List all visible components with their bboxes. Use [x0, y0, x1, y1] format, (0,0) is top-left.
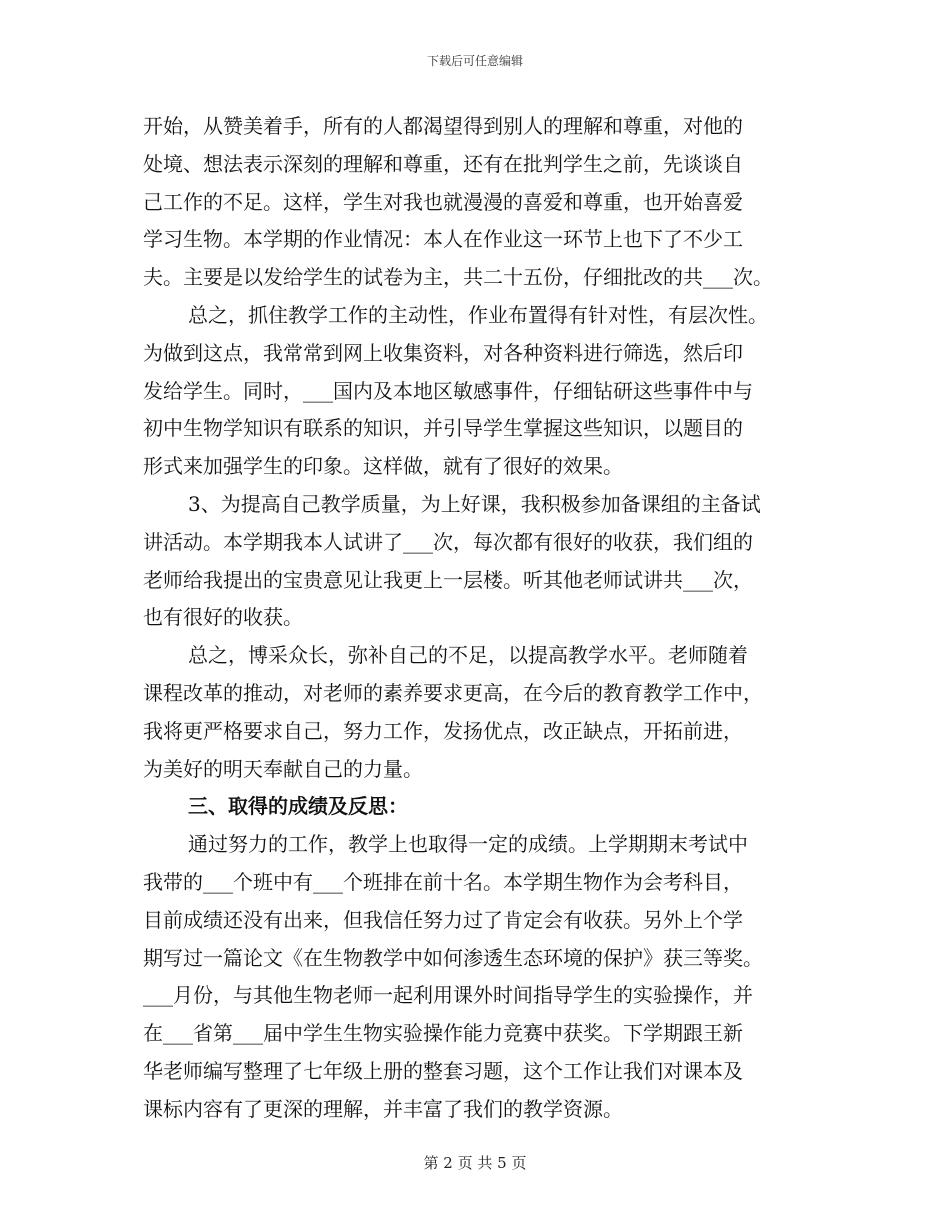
text-line: 为美好的明天奉献自己的力量。	[143, 756, 423, 781]
paragraph-start-line: 3、为提高自己教学质量，为上好课，我积极参加备课组的主备试	[188, 491, 761, 516]
text-line: 华老师编写整理了七年级上册的整套习题，这个工作让我们对课本及	[143, 1058, 743, 1083]
text-line: 初中生物学知识有联系的知识，并引导学生掌握这些知识，以题目的	[143, 416, 743, 441]
text-line: 学习生物。本学期的作业情况：本人在作业这一环节上也下了不少工	[143, 227, 743, 252]
text-line: 我将更严格要求自己，努力工作，发扬优点，改正缺点，开拓前进，	[143, 718, 743, 743]
paragraph-start-line: 通过努力的工作，教学上也取得一定的成绩。上学期期末考试中	[188, 832, 748, 857]
text-line: 课标内容有了更深的理解，并丰富了我们的教学资源。	[143, 1096, 623, 1121]
text-line: ___月份，与其他生物老师一起利用课外时间指导学生的实验操作，并	[143, 983, 753, 1008]
text-line: 为做到这点，我常常到网上收集资料，对各种资料进行筛选，然后印	[143, 340, 743, 365]
text-line: 期写过一篇论文《在生物教学中如何渗透生态环境的保护》获三等奖。	[143, 945, 763, 970]
text-line: 处境、想法表示深刻的理解和尊重，还有在批判学生之前，先谈谈自	[143, 151, 743, 176]
page-header: 下载后可任意编辑	[426, 54, 523, 68]
text-line: 我带的___个班中有___个班排在前十名。本学期生物作为会考科目，	[143, 869, 743, 894]
page-number-footer: 第 2 页 共 5 页	[423, 1154, 527, 1172]
paragraph-start-line: 总之，博采众长，弥补自己的不足，以提高教学水平。老师随着	[188, 643, 748, 668]
document-body	[143, 108, 823, 1129]
text-line: 课程改革的推动，对老师的素养要求更高，在今后的教育教学工作中，	[143, 680, 763, 705]
text-line: 形式来加强学生的印象。这样做，就有了很好的效果。	[143, 454, 623, 479]
text-line: 目前成绩还没有出来，但我信任努力过了肯定会有收获。另外上个学	[143, 907, 743, 932]
text-line: 在___省第___届中学生生物实验操作能力竞赛中获奖。下学期跟王新	[143, 1021, 743, 1046]
paragraph-start-line: 总之，抓住教学工作的主动性，作业布置得有针对性，有层次性。	[188, 302, 768, 327]
section-heading: 三、取得的成绩及反思：	[188, 794, 408, 819]
text-line: 开始，从赞美着手，所有的人都渴望得到别人的理解和尊重，对他的	[143, 114, 743, 138]
text-line: 老师给我提出的宝贵意见让我更上一层楼。听其他老师试讲共___次，	[143, 567, 753, 592]
text-line: 讲活动。本学期我本人试讲了___次，每次都有很好的收获，我们组的	[143, 529, 753, 554]
text-line: 发给学生。同时，___国内及本地区敏感事件，仔细钻研这些事件中与	[143, 378, 753, 403]
text-line: 夫。主要是以发给学生的试卷为主，共二十五份，仔细批改的共___次。	[143, 265, 773, 290]
text-line: 也有很好的收获。	[143, 605, 303, 630]
text-line: 己工作的不足。这样，学生对我也就漫漫的喜爱和尊重，也开始喜爱	[143, 189, 743, 214]
